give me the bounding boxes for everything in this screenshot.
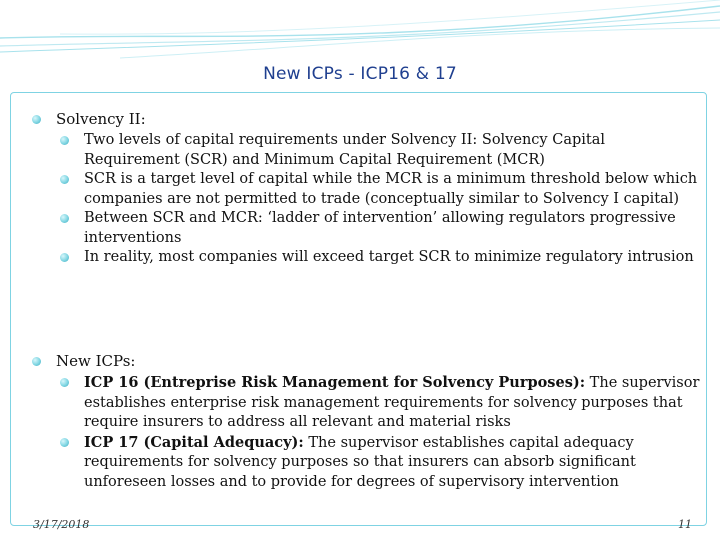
section-heading: Solvency II: Two levels of capital requirements under Solvency II: Solvency Capital Requirement (SCR) and Minimum Capital Requirement (MCR) SCR is a target level of capital while the MCR is a minimum threshold below which companies are not permitted to trade (conceptually similar to Solvency I capital) Between SCR and MCR: ‘ladder of intervention’ allowing regulators progressive interventions In reality, most companies will exceed target SCR to minimize regulatory intrusion — [32, 110, 702, 268]
list-item: ICP 17 (Capital Adequacy): The supervisor establishes capital adequacy requirements for solvency purposes so that insurers can absorb significant unforeseen losses and to provide for degrees of supervisory intervention — [60, 433, 702, 493]
list-item: In reality, most companies will exceed target SCR to minimize regulatory intrusion — [60, 248, 702, 268]
bullet-icon — [32, 357, 41, 366]
list-item: Two levels of capital requirements under Solvency II: Solvency Capital Requirement (SCR) and Minimum Capital Requirement (MCR) — [60, 131, 702, 170]
bullet-icon — [60, 253, 69, 262]
list-item: Between SCR and MCR: ‘ladder of intervention’ allowing regulators progressive interventions — [60, 209, 702, 248]
bullet-icon — [60, 214, 69, 223]
bullet-icon — [60, 136, 69, 145]
section-solvency — [32, 110, 702, 268]
bullet-icon — [60, 175, 69, 184]
list-item: ICP 16 (Entreprise Risk Management for Solvency Purposes): The supervisor establishes enterprise risk management requirements for solvency purposes that require insurers to address all relevant and material risks — [60, 373, 702, 433]
section-new-icps — [32, 352, 702, 492]
bullet-icon — [60, 438, 69, 447]
list-item: SCR is a target level of capital while the MCR is a minimum threshold below which companies are not permitted to trade (conceptually similar to Solvency I capital) — [60, 170, 702, 209]
bullet-icon — [32, 115, 41, 124]
bullet-icon — [60, 378, 69, 387]
footer-date: 3/17/2018 — [33, 518, 90, 531]
page-number: 11 — [678, 518, 692, 531]
slide-title: New ICPs - ICP16 & 17 — [263, 64, 457, 84]
section-heading: New ICPs: ICP 16 (Entreprise Risk Management for Solvency Purposes): The supervisor establishes enterprise risk management requirements for solvency purposes that require insurers to address all relevant and material risks ICP 17 (Capital Adequacy): The supervisor establishes capital adequacy requirements for solvency purposes so that insurers can absorb significant unforeseen losses and to provide for degrees of supervisory intervention — [32, 352, 702, 492]
